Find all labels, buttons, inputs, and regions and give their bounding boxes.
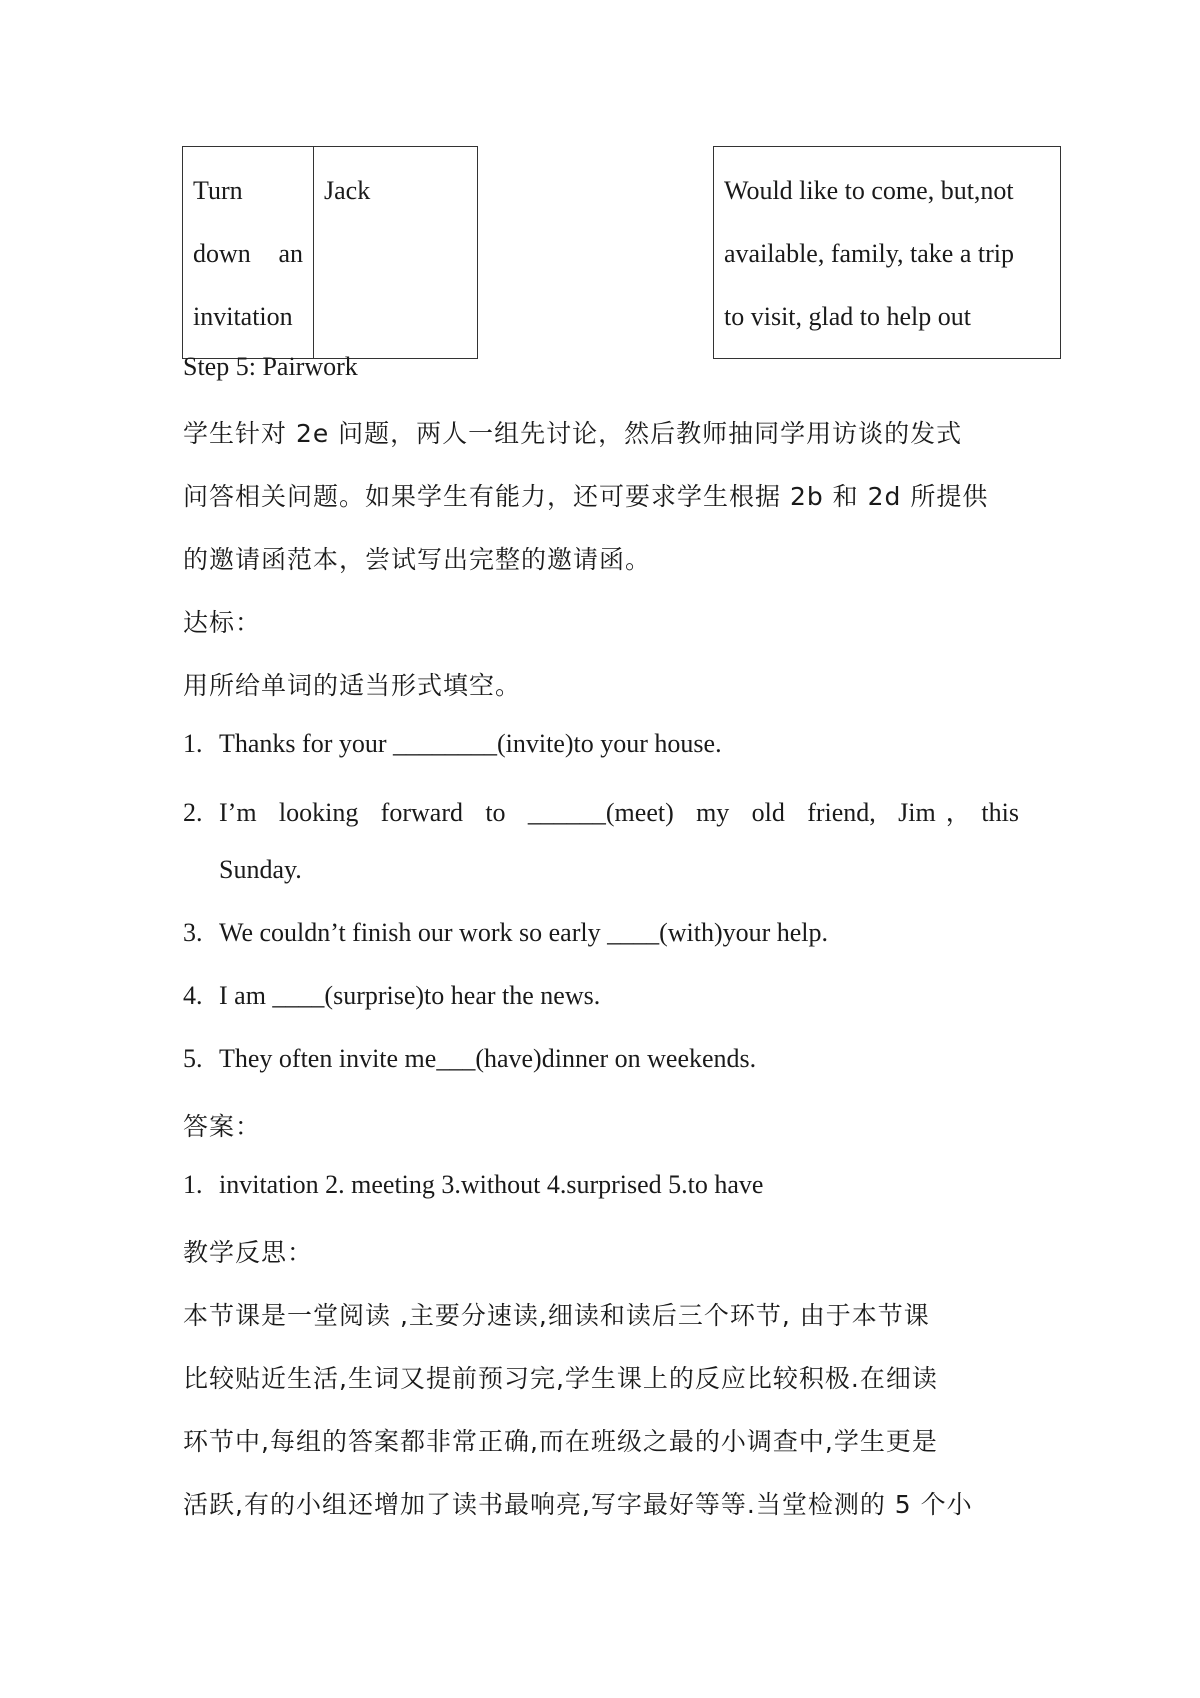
table-cell-line: Turn bbox=[193, 176, 243, 205]
table-cell-line: down an bbox=[193, 239, 303, 268]
reflection-line: 本节课是一堂阅读 ,主要分速读,细读和读后三个环节, 由于本节课 bbox=[183, 1301, 930, 1330]
reflection-line: 比较贴近生活,生词又提前预习完,学生课上的反应比较积极.在细读 bbox=[183, 1364, 938, 1393]
exercise-item bbox=[183, 981, 600, 1011]
exercise-item bbox=[183, 729, 722, 759]
exercise-number: 3. bbox=[183, 918, 203, 947]
exercise-number: 1. bbox=[183, 729, 203, 758]
exercise-item bbox=[183, 918, 828, 948]
invitation-table-right bbox=[713, 146, 1061, 359]
reflection-line: 环节中,每组的答案都非常正确,而在班级之最的小调查中,学生更是 bbox=[183, 1427, 938, 1456]
table-cell-action bbox=[183, 147, 314, 359]
table-cell-line: available, family, take a trip bbox=[724, 239, 1014, 268]
table-cell-line: Would like to come, but,not bbox=[724, 176, 1014, 205]
answer-number: 1. bbox=[183, 1170, 203, 1199]
paragraph-line: 问答相关问题。如果学生有能力，还可要求学生根据 2b 和 2d 所提供 bbox=[183, 482, 989, 511]
table-cell-notes bbox=[714, 147, 1061, 359]
exercise-text: I am ____(surprise)to hear the news. bbox=[219, 981, 601, 1010]
step5-heading: Step 5: Pairwork bbox=[183, 352, 358, 381]
answer-heading: 答案： bbox=[183, 1112, 262, 1141]
dabiao-heading: 达标： bbox=[183, 608, 262, 637]
exercise-text: They often invite me___(have)dinner on weekends. bbox=[219, 1044, 757, 1073]
paragraph-line: 学生针对 2e 问题，两人一组先讨论，然后教师抽同学用访谈的发式 bbox=[183, 419, 963, 448]
exercise-item bbox=[183, 792, 1019, 829]
invitation-table-left bbox=[182, 146, 478, 359]
exercise-number: 4. bbox=[183, 981, 203, 1010]
answer-text: invitation 2. meeting 3.without 4.surprised 5.to have bbox=[219, 1170, 764, 1199]
table-cell-person: Jack bbox=[314, 147, 478, 359]
instruction-text: 用所给单词的适当形式填空。 bbox=[183, 671, 522, 700]
exercise-text: I’m looking forward to ______(meet) my old friend, Jim，this bbox=[219, 798, 1019, 827]
reflection-line: 活跃,有的小组还增加了读书最响亮,写字最好等等.当堂检测的 5 个小 bbox=[183, 1490, 973, 1519]
exercise-number: 5. bbox=[183, 1044, 203, 1073]
answer-line bbox=[183, 1170, 763, 1200]
exercise-number: 2. bbox=[183, 798, 203, 827]
paragraph-line: 的邀请函范本，尝试写出完整的邀请函。 bbox=[183, 545, 652, 574]
exercise-continuation: Sunday. bbox=[219, 855, 302, 884]
table-cell-line: to visit, glad to help out bbox=[724, 302, 971, 331]
exercise-text: Thanks for your ________(invite)to your house. bbox=[219, 729, 722, 758]
reflection-heading: 教学反思： bbox=[183, 1238, 314, 1267]
exercise-text: We couldn’t finish our work so early ____(with)your help. bbox=[219, 918, 829, 947]
table-cell-line: invitation bbox=[193, 302, 293, 331]
exercise-item bbox=[183, 1044, 756, 1074]
